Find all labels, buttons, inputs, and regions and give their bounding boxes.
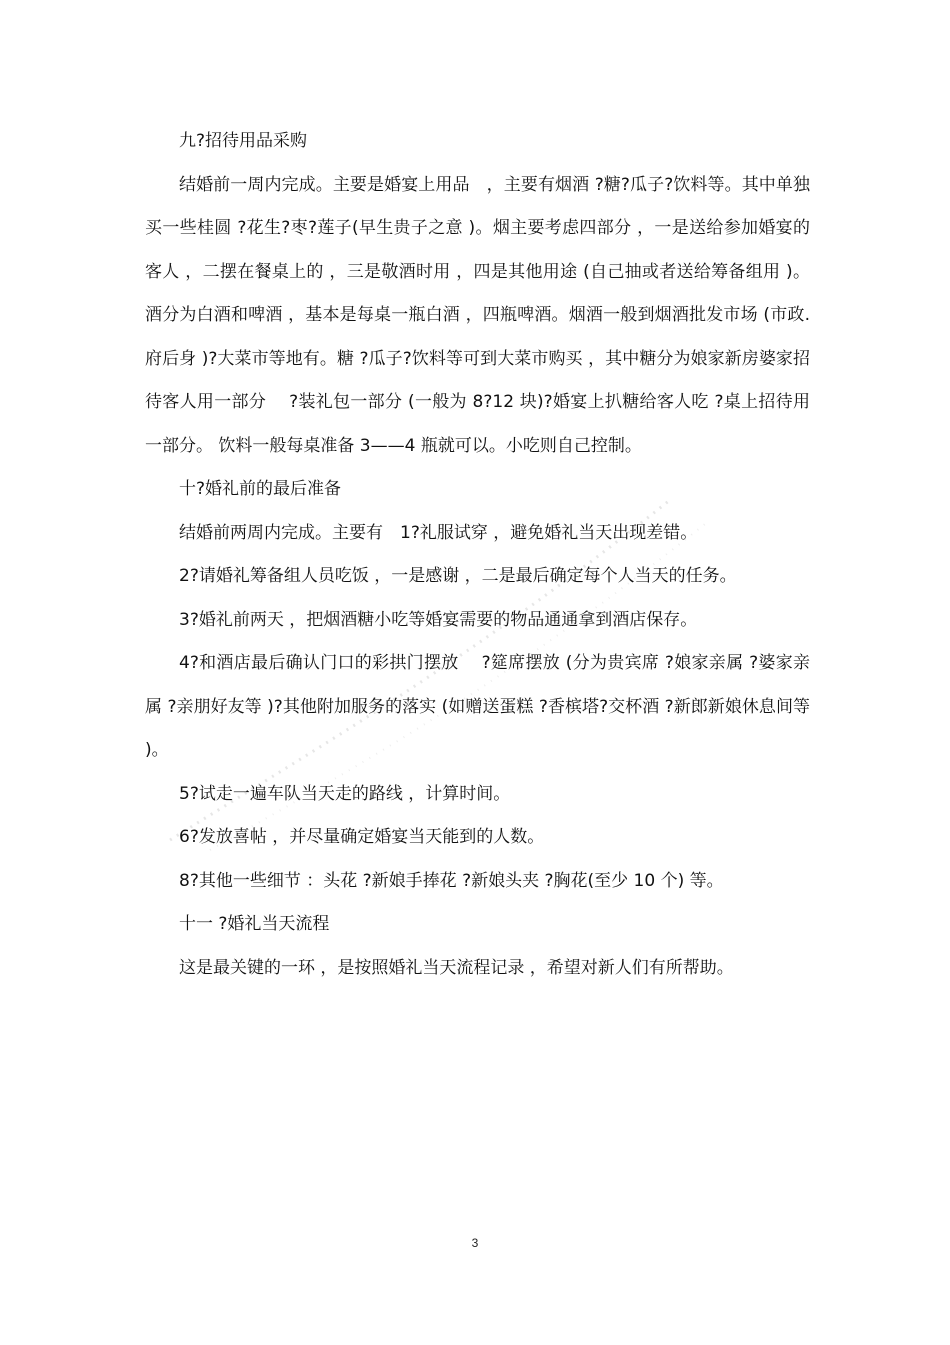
section-10-paragraph-1: 结婚前两周内完成。主要有 1?礼服试穿 ，避免婚礼当天出现差错。 [179, 522, 698, 543]
section-heading-11: 十一 ?婚礼当天流程 [179, 914, 330, 934]
section-10-paragraph-7: 8?其他一些细节 ：头花 ?新娘手捧花 ?新娘头夹 ?胸花(至少 10 个) 等。 [179, 870, 724, 891]
section-11-paragraph-1: 这是最关键的一环 ，是按照婚礼当天流程记录 ，希望对新人们有所帮助。 [179, 957, 734, 978]
section-9-paragraph-1: 结婚前一周内完成。主要是婚宴上用品 ，主要有烟酒 ?糖?瓜子?饮料等。其中单独买一些桂圆 ?花生?枣?莲子(早生贵子之意 )。烟主要考虑四部分 ，一是送给参加婚宴的客人 ，二摆在餐桌上的 ，三是敬酒时用 ，四是其他用途 (自己抽或者送给筹备组用 )。酒分为白酒和啤酒 ，基本是每桌一瓶白酒 ，四瓶啤酒。烟酒一般到烟酒批发市场 (市政. 府后身 )?大菜市等地有。糖 ?瓜子?饮料等可到大菜市购买 ，其中糖分为娘家新房婆家招待客人用一部分 ?装礼包一部分 (一般为 8?12 块)?婚宴上扒糖给客人吃 ?桌上招待用一部分。 饮料一般每桌准备 3——4 瓶就可以。小吃则自己控制。 [145, 174, 810, 456]
document-body [145, 120, 810, 990]
section-10-paragraph-2: 2?请婚礼筹备组人员吃饭 ，一是感谢 ，二是最后确定每个人当天的任务。 [179, 566, 737, 586]
page-number: 3 [471, 1236, 479, 1250]
section-10-paragraph-4: 4?和酒店最后确认门口的彩拱门摆放 ?筵席摆放 (分为贵宾席 ?娘家亲属 ?婆家亲属 ?亲朋好友等 )?其他附加服务的落实 (如赠送蛋糕 ?香槟塔?交杯酒 ?新郎新娘休息间等 )。 [145, 653, 810, 760]
section-10-paragraph-5: 5?试走一遍车队当天走的路线 ，计算时间。 [179, 783, 511, 804]
section-10-paragraph-6: 6?发放喜帖 ，并尽量确定婚宴当天能到的人数。 [179, 827, 545, 847]
section-heading-10: 十?婚礼前的最后准备 [179, 479, 342, 499]
section-10-paragraph-3: 3?婚礼前两天 ，把烟酒糖小吃等婚宴需要的物品通通拿到酒店保存。 [179, 609, 698, 630]
section-heading-9: 九?招待用品采购 [179, 131, 308, 151]
